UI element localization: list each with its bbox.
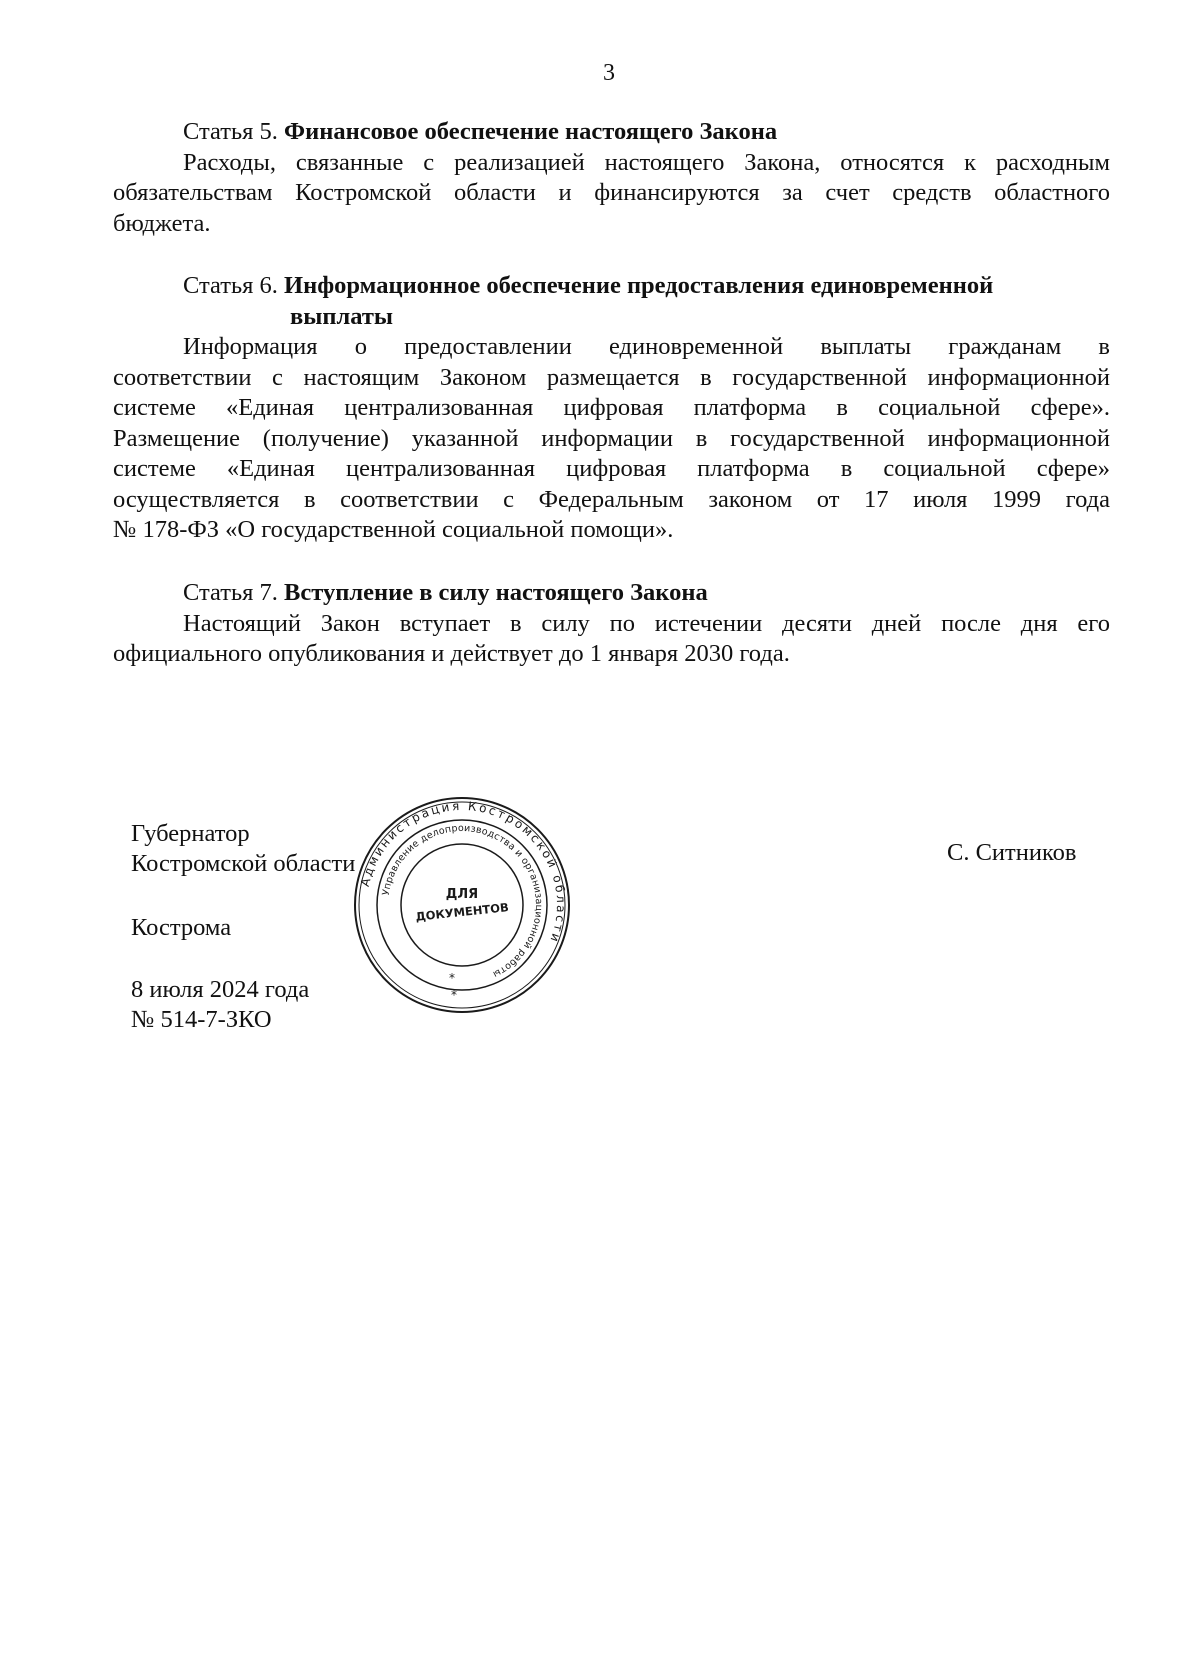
article-5-line: обязательствам Костромской области и финансируются за счет средств областного [113,179,1110,206]
signer-name: С. Ситников [947,839,1077,866]
article-7-title: Вступление в силу настоящего Закона [284,579,708,606]
article-5-body [113,148,1110,240]
article-5 [113,117,1110,239]
article-7-heading [113,578,1110,609]
article-7-line: официального опубликования и действует до 1 января 2030 года. [113,640,790,667]
signatory-position-line1: Губернатор [131,820,250,847]
article-6-line: системе «Единая централизованная цифровая платформа в социальной сфере» [113,455,1110,482]
article-6-heading [113,271,1110,332]
article-6-line: № 178-ФЗ «О государственной социальной помощи». [113,516,674,543]
article-7-line: Настоящий Закон вступает в силу по истечении десяти дней после дня его [183,609,1110,637]
article-6-number: Статья 6. [183,272,278,299]
article-5-line: бюджета. [113,209,211,237]
signatory-position [131,819,355,879]
page-number: 3 [603,60,615,86]
article-6-line: Информация о предоставлении единовременной выплаты гражданам в [183,333,1110,360]
stamp-star-2: * [451,988,457,1002]
date-and-number [131,975,309,1035]
article-6-title-continued: выплаты [290,302,394,330]
stamp-outer-text: Администрация Костромской области [357,798,569,946]
article-6-line: Размещение (получение) указанной информации в государственной информационной [113,424,1110,452]
article-6-body [113,332,1110,546]
stamp-inner-text: Управление делопроизводства и организационной работы [380,822,545,980]
article-6-line: соответствии с настоящим Законом размещается в государственной информационной [113,363,1110,391]
article-6 [113,271,1110,546]
official-stamp [352,795,572,1015]
article-6-line: системе «Единая централизованная цифровая платформа в социальной сфере». [113,394,1110,421]
signatory-position-line2: Костромской области [131,850,356,877]
article-6-title: Информационное обеспечение предоставления единовременной [284,272,994,299]
stamp-star-1: * [449,971,455,985]
law-number: № 514-7-ЗКО [131,1006,272,1033]
article-5-number: Статья 5. [183,118,278,145]
article-7-number: Статья 7. [183,579,278,606]
article-6-line: осуществляется в соответствии с Федеральным законом от 17 июля 1999 года [113,485,1110,513]
article-7-body [113,609,1110,670]
article-5-title: Финансовое обеспечение настоящего Закона [284,118,778,145]
article-5-heading [113,117,1110,148]
law-date: 8 июля 2024 года [131,976,310,1003]
stamp-center-line2: ДОКУМЕНТОВ [414,900,510,924]
article-5-line: Расходы, связанные с реализацией настоящего Закона, относятся к расходным [183,148,1110,176]
stamp-center-line1: ДЛЯ [445,887,479,902]
article-7 [113,578,1110,670]
city: Кострома [131,914,232,941]
